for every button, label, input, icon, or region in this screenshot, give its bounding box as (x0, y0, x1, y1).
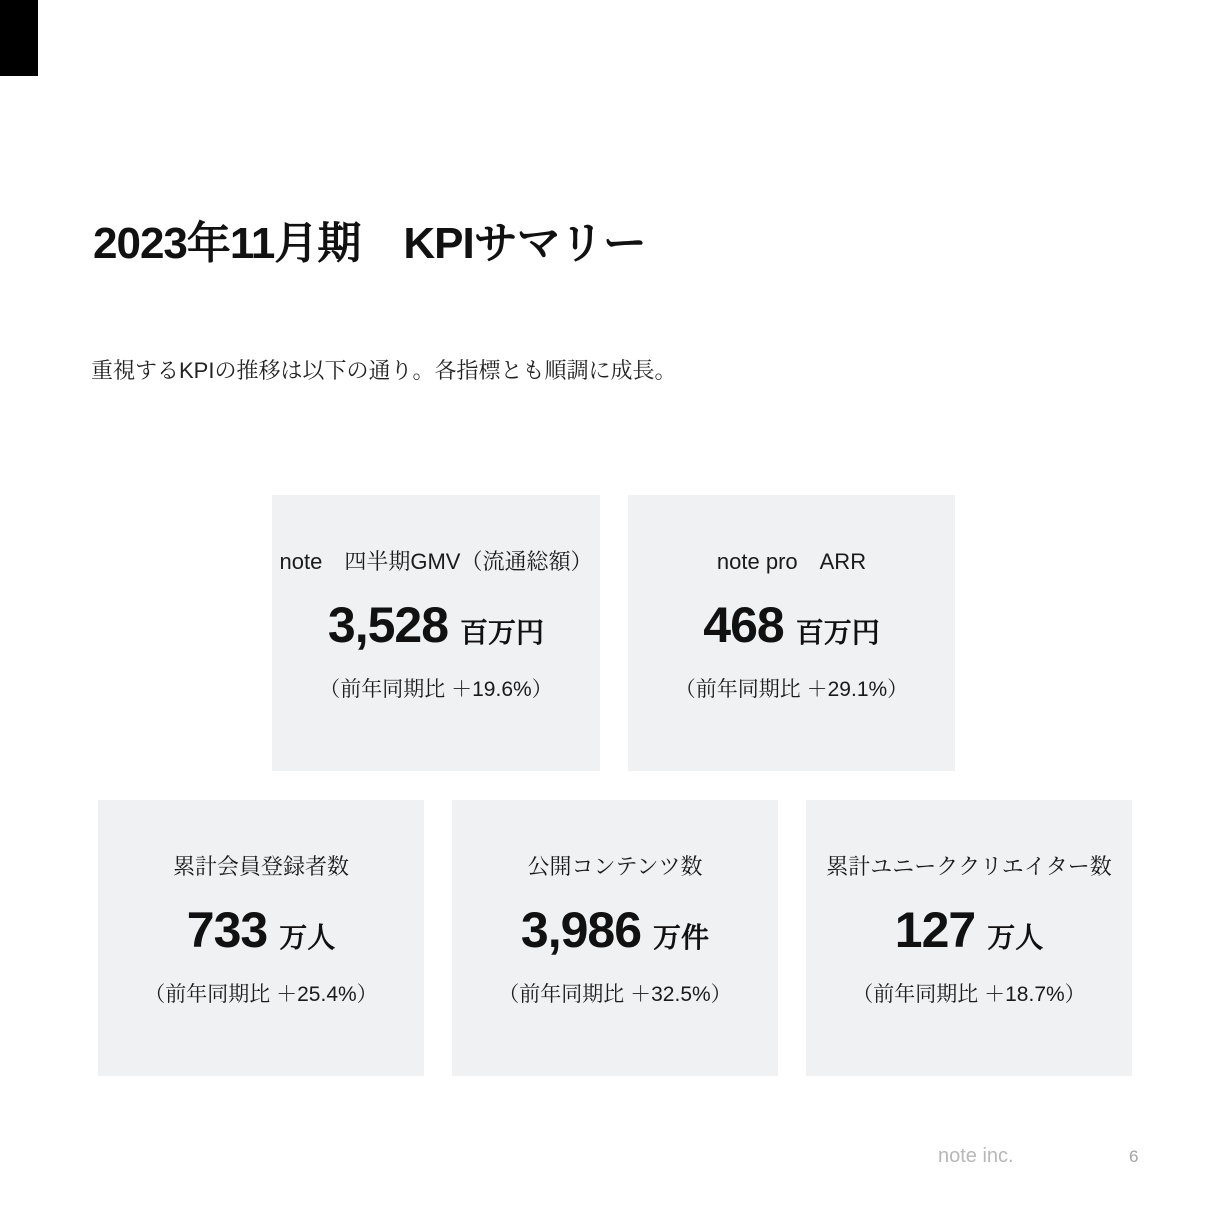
kpi-value: 468 (703, 597, 784, 653)
kpi-yoy: （前年同期比 ＋19.6%） (319, 678, 553, 701)
footer-page-number: 6 (1129, 1147, 1139, 1166)
kpi-value: 3,528 (327, 597, 449, 653)
page-title: 2023年11月期 KPIサマリー (93, 219, 646, 269)
kpi-unit: 万人 (987, 922, 1044, 953)
lead-sentence: 重視するKPIの推移は以下の通り。各指標とも順調に成長。 (91, 358, 677, 383)
footer-company-name: note inc. (938, 1145, 1014, 1167)
kpi-yoy: （前年同期比 ＋25.4%） (144, 983, 378, 1006)
kpi-yoy: （前年同期比 ＋32.5%） (498, 983, 732, 1006)
kpi-value: 127 (894, 902, 976, 958)
kpi-value: 3,986 (520, 902, 642, 958)
kpi-card-unique-creators (806, 800, 1132, 1076)
kpi-yoy: （前年同期比 ＋18.7%） (852, 983, 1086, 1006)
kpi-card-note-pro-arr (628, 495, 955, 771)
kpi-value-row (895, 903, 1043, 958)
kpi-label: 累計ユニーククリエイター数 (826, 854, 1112, 879)
kpi-value-row (521, 903, 709, 958)
kpi-label: 累計会員登録者数 (172, 854, 349, 879)
kpi-label: note 四半期GMV（流通総額） (279, 549, 593, 574)
kpi-value-row (328, 598, 544, 653)
kpi-card-registered-members (98, 800, 424, 1076)
kpi-yoy: （前年同期比 ＋29.1%） (674, 678, 909, 701)
kpi-unit: 万人 (279, 922, 336, 953)
kpi-card-published-contents (452, 800, 778, 1076)
kpi-card-gmv (272, 495, 600, 771)
kpi-unit: 百万円 (460, 617, 545, 648)
kpi-label: note pro ARR (716, 549, 867, 574)
kpi-unit: 百万円 (795, 617, 880, 648)
kpi-unit: 万件 (653, 922, 710, 953)
kpi-label: 公開コンテンツ数 (527, 854, 703, 879)
kpi-value: 733 (186, 902, 268, 958)
kpi-value-row (187, 903, 335, 958)
kpi-value-row (703, 598, 879, 653)
corner-brand-mark (0, 0, 38, 76)
